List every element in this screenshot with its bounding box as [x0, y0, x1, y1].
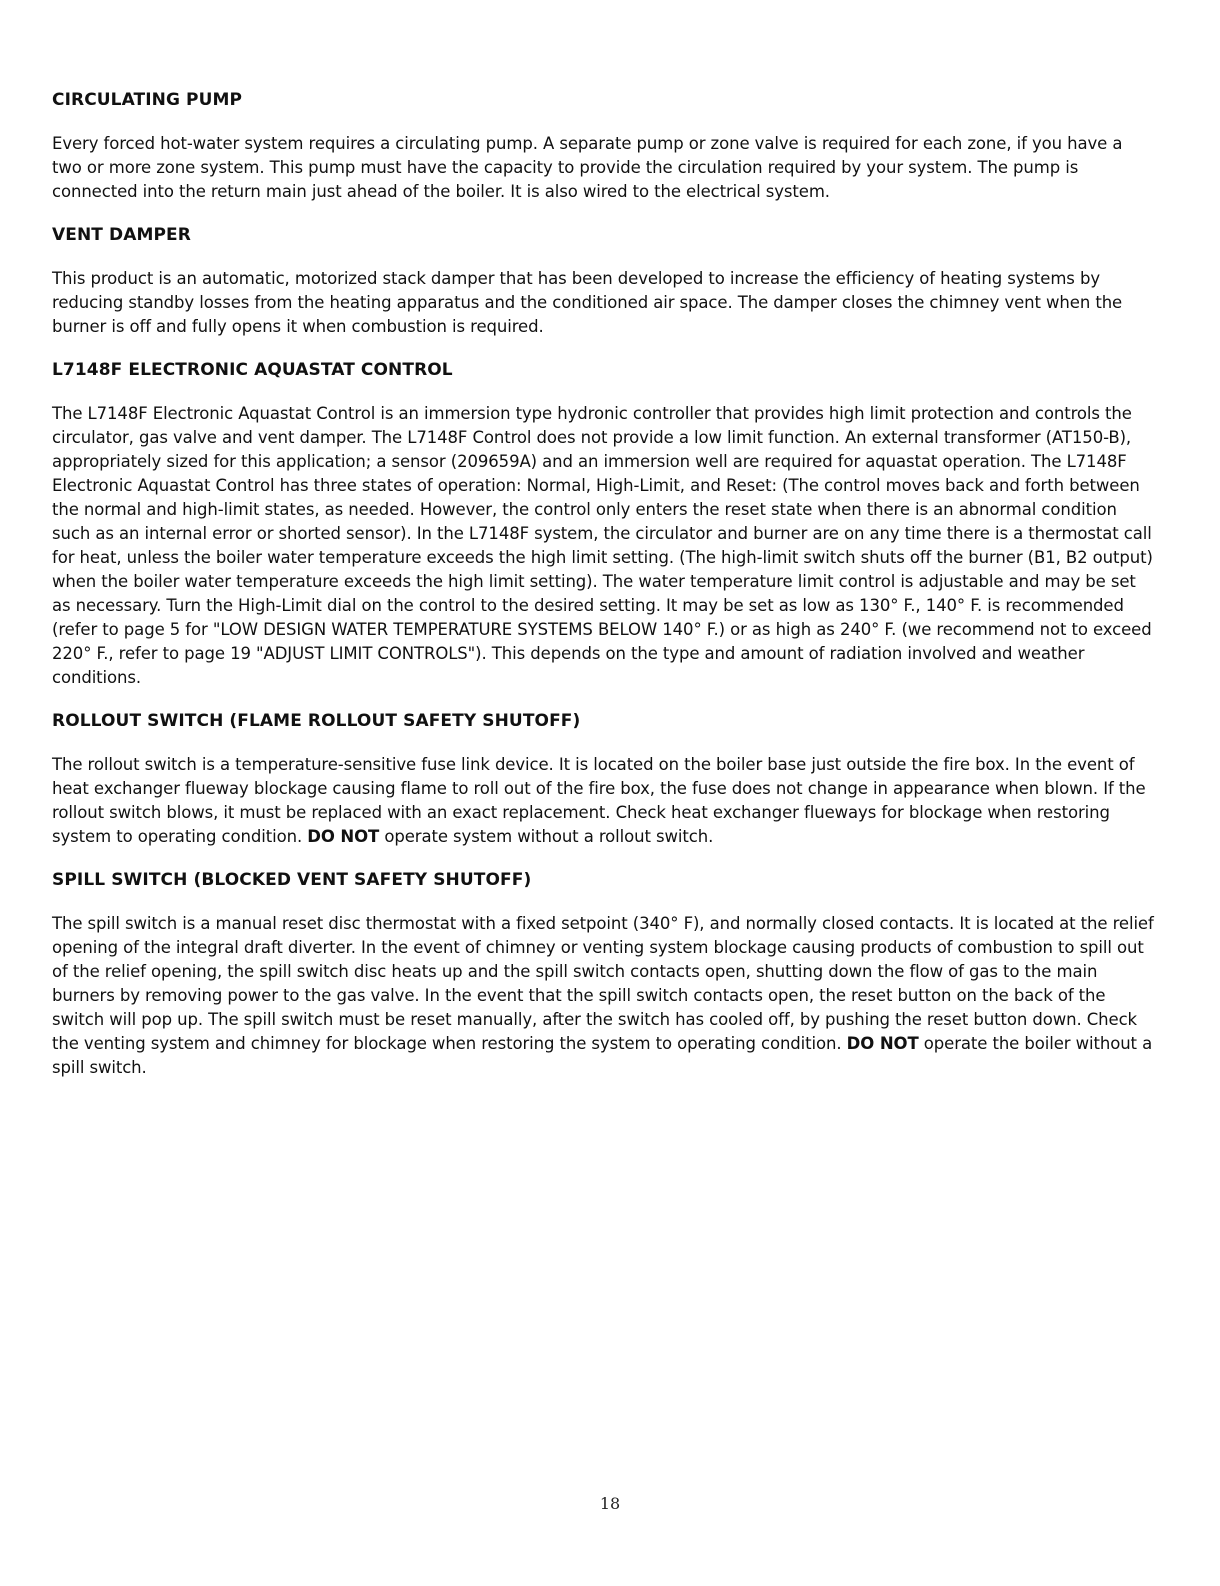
section-aquastat-control [52, 358, 1157, 690]
document-page [52, 88, 1157, 1099]
warning-emphasis: DO NOT [307, 827, 380, 846]
section-rollout-switch [52, 709, 1157, 849]
warning-emphasis: DO NOT [846, 1034, 919, 1053]
section-spill-switch [52, 868, 1157, 1080]
body-text-after: operate system without a rollout switch. [379, 827, 714, 846]
section-heading: SPILL SWITCH (BLOCKED VENT SAFETY SHUTOFF) [52, 870, 532, 890]
body-text-after: operate the boiler without a spill switch. [52, 1034, 1153, 1077]
section-body [52, 753, 1157, 849]
section-heading: CIRCULATING PUMP [52, 90, 243, 110]
section-circulating-pump [52, 88, 1157, 204]
page-number: 18 [599, 1494, 621, 1513]
body-text-before: The spill switch is a manual reset disc thermostat with a fixed setpoint (340° F), and normally closed contacts. It is located at the relief opening of the integral draft diverter. In the event of chimney or venting system blockage causing products of combustion to spill out of the relief opening, the spill switch disc heats up and the spill switch contacts open, shutting down the flow of gas to the main burners by removing power to the gas valve. In the event that the spill switch contacts open, the reset button on the back of the switch will pop up. The spill switch must be reset manually, after the switch has cooled off, by pushing the reset button down. Check the venting system and chimney for blockage when restoring the system to operating condition. [52, 914, 1154, 1053]
section-body: Every forced hot-water system requires a circulating pump. A separate pump or zone valve is required for each zone, if you have a two or more zone system. This pump must have the capacity to provide the circulation required by your system. The pump is connected into the return main just ahead of the boiler. It is also wired to the electrical system. [52, 134, 1123, 201]
body-text-before: The rollout switch is a temperature-sensitive fuse link device. It is located on the boiler base just outside the fire box. In the event of heat exchanger flueway blockage causing flame to roll out of the fire box, the fuse does not change in appearance when blown. If the rollout switch blows, it must be replaced with an exact replacement. Check heat exchanger flueways for blockage when restoring system to operating condition. [52, 755, 1146, 846]
section-vent-damper [52, 223, 1157, 339]
section-heading: ROLLOUT SWITCH (FLAME ROLLOUT SAFETY SHUTOFF) [52, 711, 581, 731]
section-body [52, 912, 1157, 1080]
section-body: This product is an automatic, motorized stack damper that has been developed to increase the efficiency of heating systems by reducing standby losses from the heating apparatus and the conditioned air space. The damper closes the chimney vent when the burner is off and fully opens it when combustion is required. [52, 269, 1123, 336]
section-heading: L7148F ELECTRONIC AQUASTAT CONTROL [52, 360, 453, 380]
section-heading: VENT DAMPER [52, 225, 191, 245]
section-body: The L7148F Electronic Aquastat Control is an immersion type hydronic controller that provides high limit protection and controls the circulator, gas valve and vent damper. The L7148F Control does not provide a low limit function. An external transformer (AT150-B), appropriately sized for this application; a sensor (209659A) and an immersion well are required for aquastat operation. The L7148F Electronic Aquastat Control has three states of operation: Normal, High-Limit, and Reset: (The control moves back and forth between the normal and high-limit states, as needed. However, the control only enters the reset state when there is an abnormal condition such as an internal error or shorted sensor). In the L7148F system, the circulator and burner are on any time there is a thermostat call for heat, unless the boiler water temperature exceeds the high limit setting. (The high-limit switch shuts off the burner (B1, B2 output) when the boiler water temperature exceeds the high limit setting). The water temperature limit control is adjustable and may be set as necessary. Turn the High-Limit dial on the control to the desired setting. It may be set as low as 130° F., 140° F. is recommended (refer to page 5 for "LOW DESIGN WATER TEMPERATURE SYSTEMS BELOW 140° F.) or as high as 240° F. (we recommend not to exceed 220° F., refer to page 19 "ADJUST LIMIT CONTROLS"). This depends on the type and amount of radiation involved and weather conditions. [52, 404, 1153, 687]
